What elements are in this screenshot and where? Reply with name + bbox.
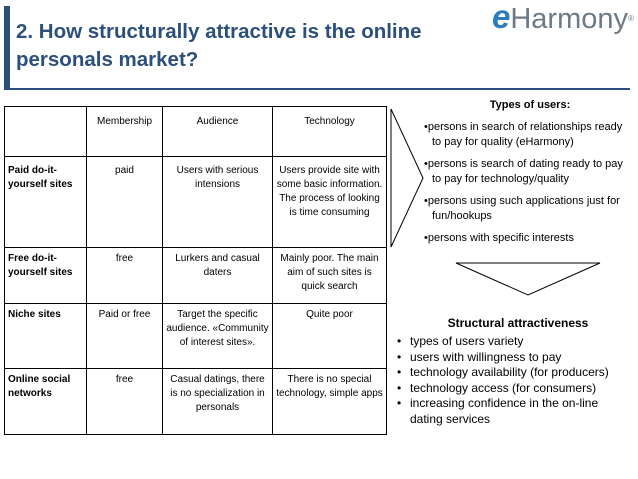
list-item: • types of users variety [396, 334, 632, 350]
column-header: Audience [163, 107, 273, 157]
list-item: •persons is search of dating ready to pay to pay for technology/quality [424, 158, 623, 185]
table-row [5, 157, 387, 248]
table-row [5, 369, 387, 435]
audience-cell: Users with serious intensions [163, 157, 273, 248]
structural-title: Structural attractiveness [447, 316, 589, 330]
list-item: •persons using such applications just for fun/hookups [424, 195, 620, 222]
row-header: Paid do-it-yourself sites [5, 157, 87, 248]
audience-cell: Lurkers and casual daters [163, 248, 273, 304]
list-item: • users with willingness to pay [396, 350, 632, 366]
structural-list [396, 334, 632, 427]
column-header [5, 107, 87, 157]
column-header: Technology [273, 107, 387, 157]
title-accent-bar [4, 6, 10, 90]
list-item: •persons with specific interests [424, 232, 574, 244]
page-title: 2. How structurally attractive is the online personals market? [16, 20, 422, 71]
table-header-row [5, 107, 387, 157]
membership-cell: free [87, 248, 163, 304]
technology-cell: Mainly poor. The main aim of such sites is quick search [273, 248, 387, 304]
audience-cell: Casual datings, there is no specialization in personals [163, 369, 273, 435]
list-item: • technology access (for consumers) [396, 381, 632, 397]
list-item: • increasing confidence in the on-line dating services [396, 396, 632, 427]
technology-cell: Quite poor [273, 304, 387, 369]
audience-cell: Target the specific audience. «Community of interest sites». [163, 304, 273, 369]
user-types-list [424, 120, 634, 253]
membership-cell: free [87, 369, 163, 435]
row-header: Online social networks [5, 369, 87, 435]
table-row [5, 304, 387, 369]
logo-e: e [492, 0, 511, 35]
list-item: • technology availability (for producers) [396, 365, 632, 381]
list-item: •persons in search of relationships ready to pay for quality (eHarmony) [424, 121, 623, 148]
technology-cell: There is no special technology, simple apps [273, 369, 387, 435]
membership-cell: paid [87, 157, 163, 248]
eharmony-logo [492, 0, 634, 35]
row-header: Free do-it-yourself sites [5, 248, 87, 304]
row-header: Niche sites [5, 304, 87, 369]
membership-cell: Paid or free [87, 304, 163, 369]
technology-cell: Users provide site with some basic information. The process of looking is time consuming [273, 157, 387, 248]
comparison-table [4, 106, 387, 435]
table-row [5, 248, 387, 304]
users-title: Types of users: [489, 99, 571, 111]
title-divider [10, 88, 630, 90]
column-header: Membership [87, 107, 163, 157]
logo-registered-mark: ® [628, 14, 634, 23]
logo-text: Harmony [510, 3, 629, 35]
down-arrow-icon [455, 262, 601, 296]
right-arrow-icon [390, 108, 424, 248]
